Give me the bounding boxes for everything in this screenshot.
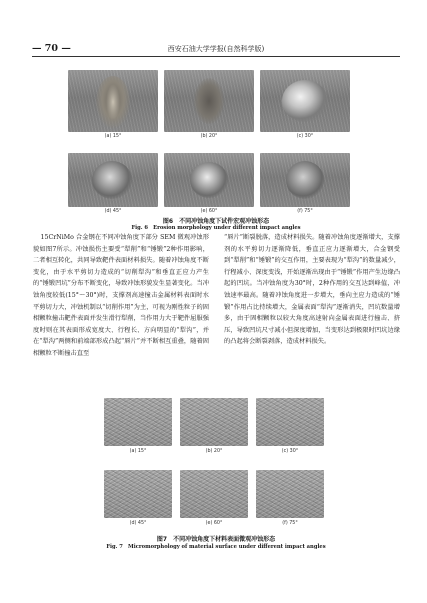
fig6-caption-c: (c) 30°: [296, 134, 314, 139]
fig6-photo-f: [260, 153, 350, 207]
fig6-photo-c: [260, 70, 350, 132]
fig6-caption-d: (d) 45°: [104, 209, 122, 214]
fig7-caption-d: (d) 45°: [129, 521, 147, 526]
fig7-photo-c: [256, 398, 324, 446]
fig6-photo-b: [164, 70, 254, 132]
fig7-caption-f: (f) 75°: [282, 521, 298, 526]
fig6-caption-a: (a) 15°: [104, 134, 122, 139]
fig7-photo-a: [104, 398, 172, 446]
fig7-caption-c: (c) 30°: [281, 449, 299, 454]
fig6-caption-en: Fig. 6 Erosion morphology under different impact angles: [131, 225, 301, 231]
page-number: — 70 —: [32, 43, 71, 54]
fig6-caption-cn: 图6 不同冲蚀角度下试件宏观冲蚀形态: [162, 218, 270, 225]
fig7-caption-b: (b) 20°: [205, 449, 223, 454]
body-right-column: [224, 232, 400, 348]
header-rule: [32, 56, 400, 57]
fig7-photo-d: [104, 470, 172, 518]
fig6-caption-f: (f) 75°: [297, 209, 313, 214]
fig6-caption-e: (e) 60°: [200, 209, 218, 214]
fig6-photo-a: [68, 70, 158, 132]
body-left-column: [33, 232, 209, 360]
body-right-text: “唇片”断裂脱落，造成材料损失。随着冲蚀角度逐渐增大，支撑剂的水平剪切力逐渐降低，垂直正应力逐渐增大，合金钢受到“犁削”和“锤锻”的交互作用，主要表现为“犁沟”的数量减少，行程减小、深度变浅，开始逐渐出现由于“锤锻”作用产生边缘凸起的凹坑。当冲蚀角度为30°时，2种作用的交互达到峰值，冲蚀速率最高。随着冲蚀角度进一步增大，垂向主应力造成的“锤锻”作用占比持续增大，金属表面“犁沟”逐渐消失，凹坑数量增多，由于固相颗粒以较大角度高速射向金属表面进行撞击、挤压，导致凹坑尺寸减小但深度增加，当变形达到极限时凹坑边缘的凸起将会断裂剥落，造成材料损失。: [224, 234, 400, 346]
fig6-caption-english: [32, 223, 400, 231]
fig7-photo-e: [180, 470, 248, 518]
journal-title: 西安石油大学学报(自然科学版): [167, 45, 265, 53]
fig7-photo-f: [256, 470, 324, 518]
fig6-photo-d: [68, 153, 158, 207]
fig7-caption-e: (e) 60°: [205, 521, 223, 526]
fig6-caption-b: (b) 20°: [200, 134, 218, 139]
fig7-caption-a: (a) 15°: [129, 449, 147, 454]
fig6-photo-e: [164, 153, 254, 207]
fig7-caption-cn: 图7 不同冲蚀角度下材料表面微观冲蚀形态: [156, 536, 276, 543]
fig7-caption-english: [32, 542, 400, 550]
fig7-photo-b: [180, 398, 248, 446]
body-left-text: 15CrNiMo 合金钢在不同冲蚀角度下部分 SEM 微观冲蚀形貌如图7所示。冲蚀损伤主要受“犁削”和“锤锻”2种作用影响，二者相互转化，共同导致靶件表面材料损失。随着冲蚀角度不断变化，由于水平剪切力造成的“切削犁沟”和垂直正应力产生的“锤锻凹坑”分布不断变化，导致冲蚀形貌发生显著变化。当冲蚀角度较低(15°～30°)时，支撑剂高速撞击金属材料表面时水平剪切力大，冲蚀机制以“切削作用”为主，可视为刚性粒子的固相颗粒撞击靶件表面并发生滑行犁削，当作用力大于靶件屈服强度时则在其表面形成宽度大、行程长、方向明显的“犁沟”，并在“犁沟”两侧和前端部形成凸起“唇片”并不断相互重叠，随着固相颗粒不断撞击直至: [33, 234, 209, 357]
page-header: [32, 43, 400, 55]
fig7-caption-en: Fig. 7 Micromorphology of material surface under different impact angles: [106, 544, 326, 550]
